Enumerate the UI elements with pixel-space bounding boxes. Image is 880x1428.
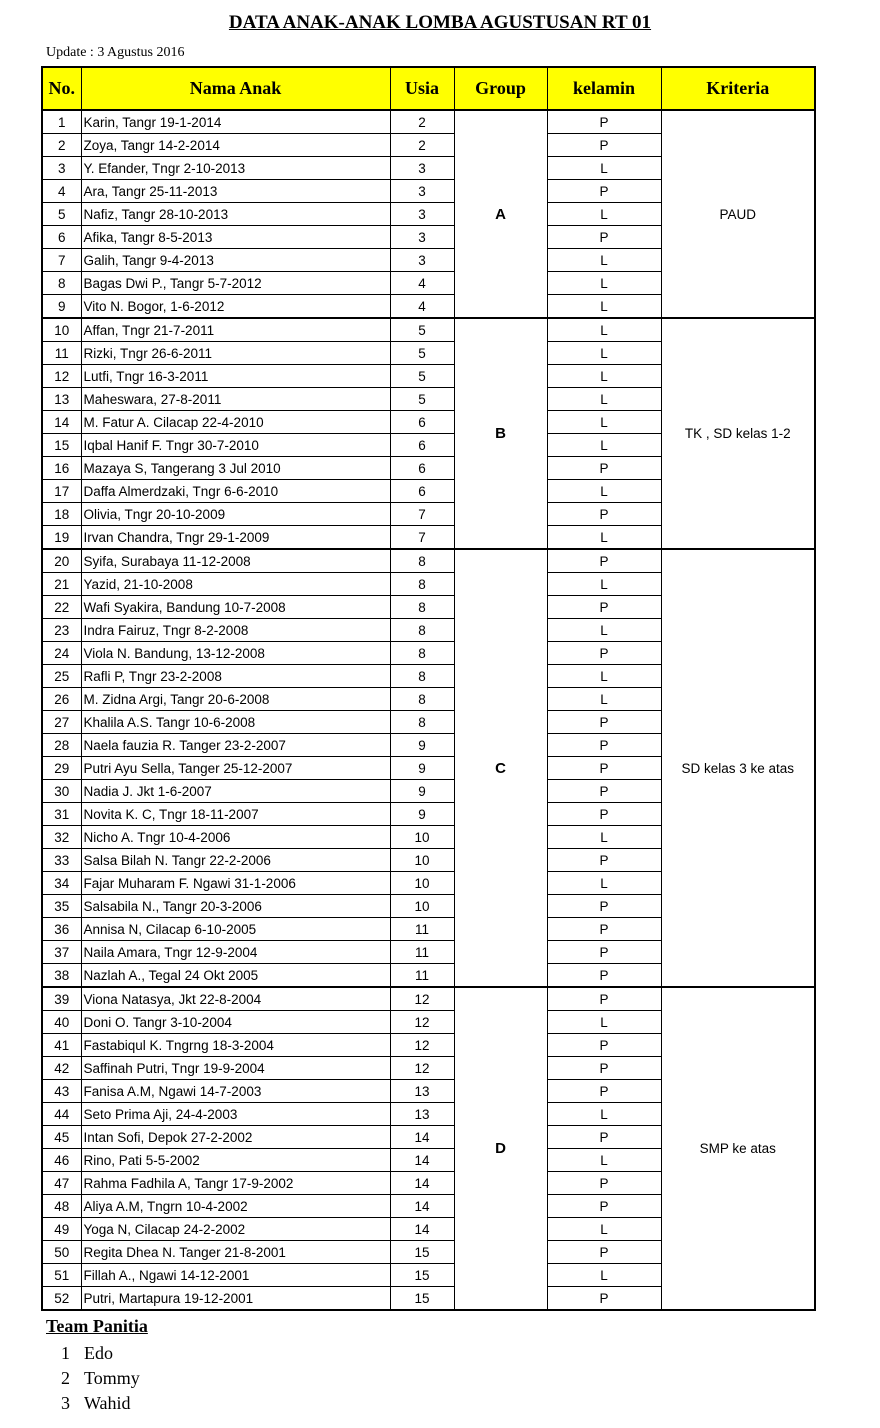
cell-no: 44 xyxy=(42,1103,81,1126)
cell-kelamin: P xyxy=(547,757,661,780)
cell-usia: 3 xyxy=(390,203,454,226)
cell-nama-anak: Nazlah A., Tegal 24 Okt 2005 xyxy=(81,964,390,988)
cell-kriteria: PAUD xyxy=(661,110,815,318)
cell-no: 14 xyxy=(42,411,81,434)
cell-nama-anak: Indra Fairuz, Tngr 8-2-2008 xyxy=(81,619,390,642)
cell-no: 47 xyxy=(42,1172,81,1195)
cell-usia: 8 xyxy=(390,596,454,619)
cell-kelamin: L xyxy=(547,872,661,895)
cell-kelamin: P xyxy=(547,134,661,157)
cell-kelamin: P xyxy=(547,1080,661,1103)
cell-no: 42 xyxy=(42,1057,81,1080)
cell-nama-anak: Naela fauzia R. Tanger 23-2-2007 xyxy=(81,734,390,757)
cell-no: 30 xyxy=(42,780,81,803)
cell-kelamin: L xyxy=(547,826,661,849)
cell-group: B xyxy=(454,318,547,549)
cell-nama-anak: Nafiz, Tangr 28-10-2013 xyxy=(81,203,390,226)
cell-no: 2 xyxy=(42,134,81,157)
cell-nama-anak: Rafli P, Tngr 23-2-2008 xyxy=(81,665,390,688)
cell-usia: 10 xyxy=(390,872,454,895)
cell-kelamin: P xyxy=(547,803,661,826)
table-row xyxy=(42,318,815,342)
cell-nama-anak: Affan, Tngr 21-7-2011 xyxy=(81,318,390,342)
cell-kelamin: P xyxy=(547,780,661,803)
member-name: Wahid xyxy=(84,1393,131,1413)
cell-kelamin: L xyxy=(547,388,661,411)
cell-kelamin: P xyxy=(547,711,661,734)
cell-usia: 6 xyxy=(390,434,454,457)
cell-nama-anak: Intan Sofi, Depok 27-2-2002 xyxy=(81,1126,390,1149)
cell-no: 25 xyxy=(42,665,81,688)
cell-kelamin: P xyxy=(547,457,661,480)
cell-kelamin: P xyxy=(547,1126,661,1149)
table-body xyxy=(42,110,815,1310)
cell-no: 13 xyxy=(42,388,81,411)
cell-no: 46 xyxy=(42,1149,81,1172)
cell-usia: 15 xyxy=(390,1241,454,1264)
cell-usia: 5 xyxy=(390,318,454,342)
cell-kelamin: P xyxy=(547,503,661,526)
cell-usia: 6 xyxy=(390,480,454,503)
cell-kelamin: P xyxy=(547,549,661,573)
cell-kelamin: P xyxy=(547,1172,661,1195)
cell-usia: 13 xyxy=(390,1103,454,1126)
cell-no: 23 xyxy=(42,619,81,642)
cell-no: 48 xyxy=(42,1195,81,1218)
cell-no: 4 xyxy=(42,180,81,203)
cell-no: 26 xyxy=(42,688,81,711)
cell-no: 32 xyxy=(42,826,81,849)
cell-nama-anak: Afika, Tangr 8-5-2013 xyxy=(81,226,390,249)
cell-usia: 12 xyxy=(390,1057,454,1080)
cell-no: 34 xyxy=(42,872,81,895)
cell-no: 16 xyxy=(42,457,81,480)
cell-no: 35 xyxy=(42,895,81,918)
cell-nama-anak: Saffinah Putri, Tngr 19-9-2004 xyxy=(81,1057,390,1080)
cell-kelamin: L xyxy=(547,1218,661,1241)
cell-kelamin: P xyxy=(547,987,661,1011)
cell-usia: 6 xyxy=(390,457,454,480)
cell-nama-anak: Iqbal Hanif F. Tngr 30-7-2010 xyxy=(81,434,390,457)
cell-kelamin: P xyxy=(547,964,661,988)
cell-no: 36 xyxy=(42,918,81,941)
table-row xyxy=(42,549,815,573)
cell-usia: 9 xyxy=(390,757,454,780)
cell-usia: 7 xyxy=(390,503,454,526)
cell-kelamin: P xyxy=(547,596,661,619)
cell-no: 19 xyxy=(42,526,81,550)
cell-group: A xyxy=(454,110,547,318)
cell-nama-anak: Rino, Pati 5-5-2002 xyxy=(81,1149,390,1172)
cell-usia: 14 xyxy=(390,1172,454,1195)
cell-usia: 12 xyxy=(390,987,454,1011)
cell-no: 49 xyxy=(42,1218,81,1241)
cell-no: 5 xyxy=(42,203,81,226)
cell-no: 39 xyxy=(42,987,81,1011)
cell-nama-anak: Fajar Muharam F. Ngawi 31-1-2006 xyxy=(81,872,390,895)
cell-nama-anak: Khalila A.S. Tangr 10-6-2008 xyxy=(81,711,390,734)
cell-no: 20 xyxy=(42,549,81,573)
cell-no: 51 xyxy=(42,1264,81,1287)
cell-kelamin: L xyxy=(547,1264,661,1287)
cell-no: 50 xyxy=(42,1241,81,1264)
cell-usia: 10 xyxy=(390,849,454,872)
cell-nama-anak: Rahma Fadhila A, Tangr 17-9-2002 xyxy=(81,1172,390,1195)
cell-group: C xyxy=(454,549,547,987)
cell-no: 17 xyxy=(42,480,81,503)
cell-usia: 11 xyxy=(390,941,454,964)
cell-group: D xyxy=(454,987,547,1310)
cell-no: 7 xyxy=(42,249,81,272)
cell-usia: 2 xyxy=(390,110,454,134)
cell-nama-anak: Vito N. Bogor, 1-6-2012 xyxy=(81,295,390,319)
cell-kelamin: P xyxy=(547,941,661,964)
panitia-title: Team Panitia xyxy=(46,1316,148,1336)
cell-nama-anak: Yazid, 21-10-2008 xyxy=(81,573,390,596)
cell-kelamin: L xyxy=(547,318,661,342)
cell-usia: 5 xyxy=(390,365,454,388)
cell-kelamin: P xyxy=(547,849,661,872)
cell-usia: 15 xyxy=(390,1287,454,1311)
cell-nama-anak: Yoga N, Cilacap 24-2-2002 xyxy=(81,1218,390,1241)
cell-kelamin: L xyxy=(547,434,661,457)
cell-kelamin: L xyxy=(547,665,661,688)
cell-usia: 11 xyxy=(390,964,454,988)
cell-usia: 3 xyxy=(390,226,454,249)
header-kelamin: kelamin xyxy=(547,67,661,110)
panitia-member xyxy=(46,1341,148,1366)
cell-usia: 14 xyxy=(390,1218,454,1241)
cell-kelamin: P xyxy=(547,180,661,203)
page-title: DATA ANAK-ANAK LOMBA AGUSTUSAN RT 01 xyxy=(228,12,652,33)
cell-nama-anak: M. Fatur A. Cilacap 22-4-2010 xyxy=(81,411,390,434)
cell-usia: 14 xyxy=(390,1149,454,1172)
cell-usia: 8 xyxy=(390,665,454,688)
panitia-member xyxy=(46,1366,148,1391)
cell-kelamin: P xyxy=(547,1195,661,1218)
cell-nama-anak: Doni O. Tangr 3-10-2004 xyxy=(81,1011,390,1034)
cell-no: 6 xyxy=(42,226,81,249)
cell-kelamin: P xyxy=(547,734,661,757)
cell-nama-anak: Daffa Almerdzaki, Tngr 6-6-2010 xyxy=(81,480,390,503)
member-number: 3 xyxy=(61,1393,70,1413)
cell-nama-anak: Bagas Dwi P., Tangr 5-7-2012 xyxy=(81,272,390,295)
cell-usia: 3 xyxy=(390,249,454,272)
cell-nama-anak: Putri Ayu Sella, Tanger 25-12-2007 xyxy=(81,757,390,780)
cell-nama-anak: Aliya A.M, Tngrn 10-4-2002 xyxy=(81,1195,390,1218)
cell-kelamin: P xyxy=(547,1287,661,1311)
cell-nama-anak: Fanisa A.M, Ngawi 14-7-2003 xyxy=(81,1080,390,1103)
cell-usia: 8 xyxy=(390,642,454,665)
cell-nama-anak: Regita Dhea N. Tanger 21-8-2001 xyxy=(81,1241,390,1264)
cell-usia: 3 xyxy=(390,180,454,203)
cell-nama-anak: Fillah A., Ngawi 14-12-2001 xyxy=(81,1264,390,1287)
cell-kelamin: P xyxy=(547,1034,661,1057)
cell-nama-anak: Rizki, Tngr 26-6-2011 xyxy=(81,342,390,365)
cell-no: 31 xyxy=(42,803,81,826)
header-kriteria: Kriteria xyxy=(661,67,815,110)
header-usia: Usia xyxy=(390,67,454,110)
cell-usia: 4 xyxy=(390,272,454,295)
cell-nama-anak: M. Zidna Argi, Tangr 20-6-2008 xyxy=(81,688,390,711)
cell-nama-anak: Y. Efander, Tngr 2-10-2013 xyxy=(81,157,390,180)
cell-nama-anak: Viola N. Bandung, 13-12-2008 xyxy=(81,642,390,665)
cell-nama-anak: Ara, Tangr 25-11-2013 xyxy=(81,180,390,203)
cell-kelamin: L xyxy=(547,480,661,503)
cell-kelamin: L xyxy=(547,1011,661,1034)
cell-kelamin: L xyxy=(547,1103,661,1126)
cell-no: 22 xyxy=(42,596,81,619)
cell-kelamin: L xyxy=(547,295,661,319)
cell-usia: 8 xyxy=(390,573,454,596)
cell-nama-anak: Annisa N, Cilacap 6-10-2005 xyxy=(81,918,390,941)
cell-nama-anak: Nadia J. Jkt 1-6-2007 xyxy=(81,780,390,803)
member-number: 1 xyxy=(61,1343,70,1363)
cell-kelamin: L xyxy=(547,619,661,642)
cell-kelamin: P xyxy=(547,895,661,918)
cell-no: 33 xyxy=(42,849,81,872)
cell-no: 45 xyxy=(42,1126,81,1149)
cell-no: 9 xyxy=(42,295,81,319)
cell-kriteria: TK , SD kelas 1-2 xyxy=(661,318,815,549)
table-row xyxy=(42,987,815,1011)
cell-no: 11 xyxy=(42,342,81,365)
cell-no: 43 xyxy=(42,1080,81,1103)
cell-nama-anak: Maheswara, 27-8-2011 xyxy=(81,388,390,411)
cell-kelamin: L xyxy=(547,573,661,596)
cell-no: 28 xyxy=(42,734,81,757)
cell-nama-anak: Irvan Chandra, Tngr 29-1-2009 xyxy=(81,526,390,550)
cell-no: 8 xyxy=(42,272,81,295)
cell-kelamin: L xyxy=(547,526,661,550)
cell-usia: 8 xyxy=(390,549,454,573)
member-name: Edo xyxy=(84,1343,113,1363)
cell-usia: 12 xyxy=(390,1011,454,1034)
cell-usia: 6 xyxy=(390,411,454,434)
cell-no: 10 xyxy=(42,318,81,342)
cell-kriteria: SD kelas 3 ke atas xyxy=(661,549,815,987)
cell-usia: 5 xyxy=(390,342,454,365)
cell-nama-anak: Putri, Martapura 19-12-2001 xyxy=(81,1287,390,1311)
cell-usia: 8 xyxy=(390,711,454,734)
cell-usia: 9 xyxy=(390,803,454,826)
cell-nama-anak: Novita K. C, Tngr 18-11-2007 xyxy=(81,803,390,826)
cell-usia: 10 xyxy=(390,895,454,918)
header-no: No. xyxy=(42,67,81,110)
cell-usia: 8 xyxy=(390,619,454,642)
cell-nama-anak: Naila Amara, Tngr 12-9-2004 xyxy=(81,941,390,964)
cell-no: 21 xyxy=(42,573,81,596)
cell-usia: 12 xyxy=(390,1034,454,1057)
cell-usia: 13 xyxy=(390,1080,454,1103)
header-row xyxy=(42,67,815,110)
cell-nama-anak: Viona Natasya, Jkt 22-8-2004 xyxy=(81,987,390,1011)
cell-kelamin: P xyxy=(547,918,661,941)
cell-kelamin: L xyxy=(547,249,661,272)
cell-usia: 10 xyxy=(390,826,454,849)
cell-nama-anak: Lutfi, Tngr 16-3-2011 xyxy=(81,365,390,388)
cell-no: 29 xyxy=(42,757,81,780)
cell-no: 38 xyxy=(42,964,81,988)
cell-no: 12 xyxy=(42,365,81,388)
participants-table xyxy=(41,66,816,1311)
member-name: Tommy xyxy=(84,1368,140,1388)
cell-nama-anak: Olivia, Tngr 20-10-2009 xyxy=(81,503,390,526)
cell-kelamin: L xyxy=(547,411,661,434)
cell-nama-anak: Salsabila N., Tangr 20-3-2006 xyxy=(81,895,390,918)
cell-nama-anak: Fastabiqul K. Tngrng 18-3-2004 xyxy=(81,1034,390,1057)
cell-kelamin: L xyxy=(547,203,661,226)
cell-no: 18 xyxy=(42,503,81,526)
cell-no: 52 xyxy=(42,1287,81,1311)
cell-no: 41 xyxy=(42,1034,81,1057)
cell-no: 1 xyxy=(42,110,81,134)
cell-kelamin: L xyxy=(547,688,661,711)
member-number: 2 xyxy=(61,1368,70,1388)
cell-kelamin: L xyxy=(547,1149,661,1172)
cell-nama-anak: Salsa Bilah N. Tangr 22-2-2006 xyxy=(81,849,390,872)
cell-nama-anak: Wafi Syakira, Bandung 10-7-2008 xyxy=(81,596,390,619)
cell-kelamin: L xyxy=(547,342,661,365)
cell-usia: 14 xyxy=(390,1126,454,1149)
cell-no: 40 xyxy=(42,1011,81,1034)
cell-no: 3 xyxy=(42,157,81,180)
cell-usia: 7 xyxy=(390,526,454,550)
cell-kelamin: L xyxy=(547,365,661,388)
header-group: Group xyxy=(454,67,547,110)
cell-nama-anak: Karin, Tangr 19-1-2014 xyxy=(81,110,390,134)
cell-kelamin: P xyxy=(547,1241,661,1264)
cell-usia: 2 xyxy=(390,134,454,157)
header-nama-anak: Nama Anak xyxy=(81,67,390,110)
cell-usia: 11 xyxy=(390,918,454,941)
cell-nama-anak: Syifa, Surabaya 11-12-2008 xyxy=(81,549,390,573)
cell-nama-anak: Zoya, Tangr 14-2-2014 xyxy=(81,134,390,157)
cell-usia: 8 xyxy=(390,688,454,711)
update-date: Update : 3 Agustus 2016 xyxy=(46,45,185,60)
cell-no: 24 xyxy=(42,642,81,665)
cell-usia: 4 xyxy=(390,295,454,319)
cell-no: 15 xyxy=(42,434,81,457)
cell-usia: 5 xyxy=(390,388,454,411)
cell-usia: 15 xyxy=(390,1264,454,1287)
table-row xyxy=(42,110,815,134)
cell-usia: 14 xyxy=(390,1195,454,1218)
panitia-section xyxy=(46,1316,148,1416)
cell-kelamin: P xyxy=(547,110,661,134)
cell-nama-anak: Nicho A. Tngr 10-4-2006 xyxy=(81,826,390,849)
cell-nama-anak: Mazaya S, Tangerang 3 Jul 2010 xyxy=(81,457,390,480)
cell-usia: 9 xyxy=(390,734,454,757)
cell-kriteria: SMP ke atas xyxy=(661,987,815,1310)
cell-kelamin: L xyxy=(547,157,661,180)
cell-kelamin: P xyxy=(547,1057,661,1080)
cell-nama-anak: Seto Prima Aji, 24-4-2003 xyxy=(81,1103,390,1126)
cell-nama-anak: Galih, Tangr 9-4-2013 xyxy=(81,249,390,272)
cell-kelamin: P xyxy=(547,226,661,249)
cell-no: 27 xyxy=(42,711,81,734)
panitia-member xyxy=(46,1391,148,1416)
cell-kelamin: P xyxy=(547,642,661,665)
cell-kelamin: L xyxy=(547,272,661,295)
cell-usia: 3 xyxy=(390,157,454,180)
cell-no: 37 xyxy=(42,941,81,964)
cell-usia: 9 xyxy=(390,780,454,803)
